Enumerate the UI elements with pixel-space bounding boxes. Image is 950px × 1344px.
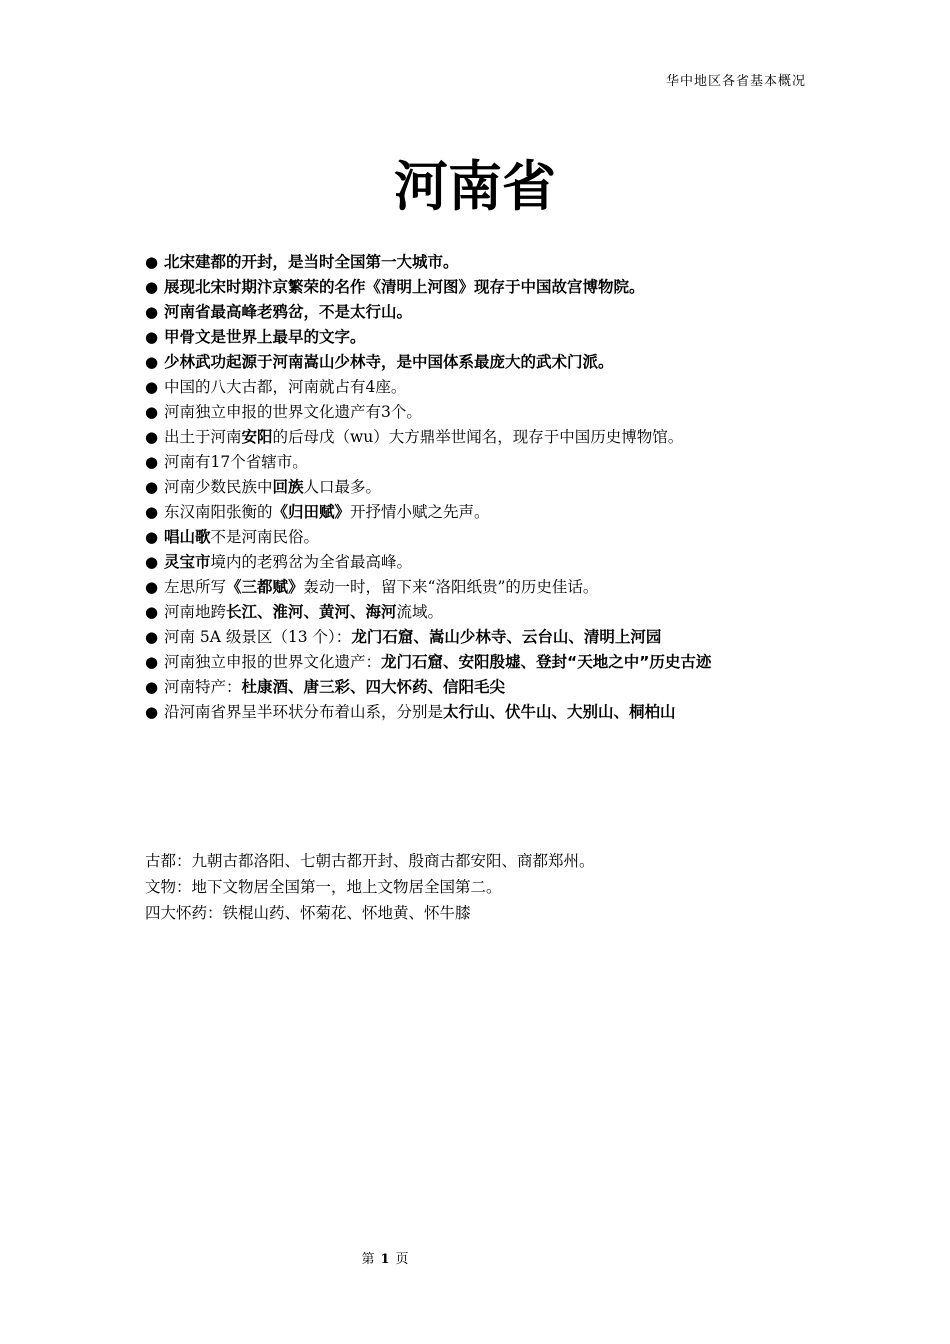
page-title: 河南省 [394, 155, 556, 218]
plain-text: 左思所写 [164, 578, 227, 596]
bullet-icon: ● [145, 253, 159, 271]
fact-list [145, 250, 810, 725]
fact-list-item [145, 475, 810, 500]
bullet-icon: ● [145, 678, 159, 696]
bold-text: 《归田赋》 [272, 503, 351, 521]
bullet-icon: ● [145, 428, 159, 446]
note-line: 四大怀药：铁棍山药、怀菊花、怀地黄、怀牛膝 [145, 904, 471, 922]
fact-list-item [145, 575, 810, 600]
fact-list-item [145, 325, 810, 350]
plain-text: 河南独立申报的世界文化遗产： [164, 653, 382, 671]
fact-list-item [145, 600, 810, 625]
bullet-icon: ● [145, 278, 159, 296]
plain-text: 的后母戊（wu）大方鼎举世闻名，现存于中国历史博物馆。 [272, 428, 684, 446]
bold-text: 少林武功起源于河南嵩山少林寺，是中国体系最庞大的武术门派。 [164, 353, 614, 371]
note-line: 文物：地下文物居全国第一，地上文物居全国第二。 [145, 878, 502, 896]
bullet-icon: ● [145, 603, 159, 621]
plain-text: 境内的老鸦岔为全省最高峰。 [210, 553, 413, 571]
bullet-icon: ● [145, 353, 159, 371]
fact-list-item [145, 300, 810, 325]
bold-text: 安阳 [241, 428, 273, 446]
bullet-icon: ● [145, 578, 159, 596]
fact-list-item [145, 675, 810, 700]
plain-text: 流域。 [396, 603, 444, 621]
bullet-icon: ● [145, 653, 159, 671]
bold-text: 《三都赋》 [226, 578, 304, 596]
bold-text: 回族 [272, 478, 304, 496]
plain-text: 河南地跨 [164, 603, 227, 621]
bullet-icon: ● [145, 703, 159, 721]
bold-text: 太行山、伏牛山、大别山、桐柏山 [443, 703, 676, 721]
plain-text: 河南独立申报的世界文化遗产有3个。 [164, 403, 422, 421]
bold-text: 唱山歌 [164, 528, 211, 546]
bullet-icon: ● [145, 328, 159, 346]
plain-text: 出土于河南 [164, 428, 242, 446]
plain-text: 河南少数民族中 [164, 478, 273, 496]
fact-list-item [145, 400, 810, 425]
fact-list-item [145, 250, 810, 275]
footer-prefix: 第 [361, 1252, 375, 1267]
bullet-icon: ● [145, 553, 159, 571]
bold-text: 北宋建都的开封，是当时全国第一大城市。 [164, 253, 459, 271]
bold-text: 龙门石窟、安阳殷墟、登封“天地之中”历史古迹 [381, 653, 712, 671]
bold-text: 长江、淮河、黄河、海河 [226, 603, 397, 621]
fact-list-item [145, 650, 810, 675]
bullet-icon: ● [145, 303, 159, 321]
fact-list-item [145, 450, 810, 475]
footer-suffix: 页 [395, 1252, 409, 1267]
page-header: 华中地区各省基本概况 [665, 74, 806, 89]
notes-section [145, 848, 810, 926]
bullet-icon: ● [145, 628, 159, 646]
bold-text: 灵宝市 [164, 553, 211, 571]
note-line: 古都：九朝古都洛阳、七朝古都开封、殷商古都安阳、商都郑州。 [145, 852, 595, 870]
plain-text: 河南有17个省辖市。 [164, 453, 308, 471]
bullet-icon: ● [145, 403, 159, 421]
bullet-icon: ● [145, 453, 159, 471]
bullet-icon: ● [145, 503, 159, 521]
fact-list-item [145, 275, 810, 300]
plain-text: 沿河南省界呈半环状分布着山系，分别是 [164, 703, 444, 721]
page-footer [0, 1248, 770, 1267]
plain-text: 东汉南阳张衡的 [164, 503, 273, 521]
fact-list-item [145, 625, 810, 650]
fact-list-item [145, 525, 810, 550]
plain-text: 不是河南民俗。 [210, 528, 320, 546]
page-number: 1 [380, 1252, 390, 1267]
bold-text: 龙门石窟、嵩山少林寺、云台山、清明上河园 [351, 628, 662, 646]
bullet-icon: ● [145, 528, 159, 546]
fact-list-item [145, 550, 810, 575]
plain-text: 中国的八大古都，河南就占有4座。 [164, 378, 407, 396]
bold-text: 杜康酒、唐三彩、四大怀药、信阳毛尖 [241, 678, 506, 696]
fact-list-item [145, 425, 810, 450]
fact-list-item [145, 350, 810, 375]
plain-text: 人口最多。 [303, 478, 382, 496]
bullet-icon: ● [145, 378, 159, 396]
fact-list-item [145, 500, 810, 525]
plain-text: 河南特产： [164, 678, 242, 696]
plain-text: 河南 5A 级景区（13 个）： [164, 628, 352, 646]
fact-list-item [145, 700, 810, 725]
bold-text: 展现北宋时期汴京繁荣的名作《清明上河图》现存于中国故宫博物院。 [164, 278, 645, 296]
bullet-icon: ● [145, 478, 159, 496]
plain-text: 开抒情小赋之先声。 [350, 503, 490, 521]
fact-list-item [145, 375, 810, 400]
plain-text: 轰动一时，留下来“洛阳纸贵”的历史佳话。 [303, 578, 599, 596]
bold-text: 河南省最高峰老鸦岔，不是太行山。 [164, 303, 413, 321]
bold-text: 甲骨文是世界上最早的文字。 [164, 328, 366, 346]
